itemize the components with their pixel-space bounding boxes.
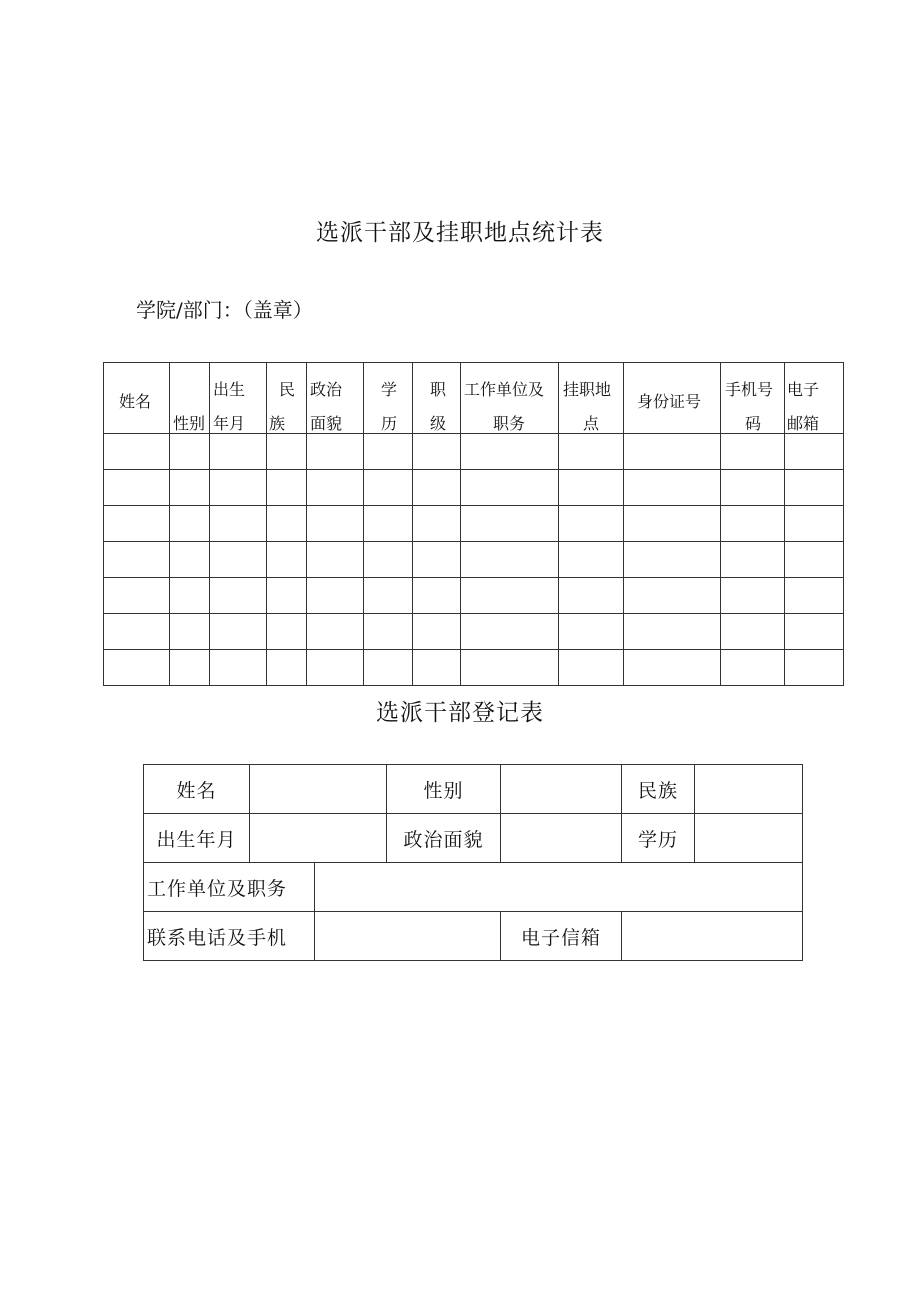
header-birth: 出生 年月 xyxy=(210,363,267,434)
form-title-statistics: 选派干部及挂职地点统计表 xyxy=(316,220,604,246)
name-value-cell xyxy=(250,765,387,814)
work-label: 工作单位及职务 xyxy=(144,863,315,912)
registration-row-3 xyxy=(144,863,803,912)
table-row xyxy=(104,434,844,470)
politics-label: 政治面貌 xyxy=(387,814,501,863)
education-value-cell xyxy=(695,814,803,863)
education-label: 学历 xyxy=(622,814,695,863)
email-label: 电子信箱 xyxy=(501,912,622,961)
registration-table xyxy=(143,764,803,961)
header-name: 姓名 xyxy=(104,363,170,434)
politics-value-cell xyxy=(501,814,622,863)
table-row xyxy=(104,542,844,578)
header-mobile: 手机号 码 xyxy=(721,363,785,434)
gender-value-cell xyxy=(501,765,622,814)
phone-value-cell xyxy=(315,912,501,961)
header-post-location: 挂职地 点 xyxy=(559,363,624,434)
header-id-number: 身份证号 xyxy=(624,363,721,434)
table-row xyxy=(104,578,844,614)
work-value-cell xyxy=(315,863,803,912)
birth-value-cell xyxy=(250,814,387,863)
header-email: 电子 邮箱 xyxy=(785,363,844,434)
phone-label: 联系电话及手机 xyxy=(144,912,315,961)
statistics-table xyxy=(103,362,844,686)
registration-row-2 xyxy=(144,814,803,863)
header-workplace: 工作单位及 职务 xyxy=(461,363,559,434)
table-row xyxy=(104,650,844,686)
birth-label: 出生年月 xyxy=(144,814,250,863)
name-label: 姓名 xyxy=(144,765,250,814)
registration-row-1 xyxy=(144,765,803,814)
registration-row-4 xyxy=(144,912,803,961)
header-gender: 性别 xyxy=(170,363,210,434)
ethnic-label: 民族 xyxy=(622,765,695,814)
form-title-registration: 选派干部登记表 xyxy=(376,700,544,726)
table-row xyxy=(104,614,844,650)
header-politics: 政治 面貌 xyxy=(307,363,364,434)
table-row xyxy=(104,470,844,506)
header-rank: 职 级 xyxy=(413,363,461,434)
header-ethnic: 民 族 xyxy=(267,363,307,434)
table-row xyxy=(104,506,844,542)
department-seal-label: 学院/部门：（盖章） xyxy=(136,298,313,322)
ethnic-value-cell xyxy=(695,765,803,814)
table-header-row xyxy=(104,363,844,434)
gender-label: 性别 xyxy=(387,765,501,814)
header-education: 学 历 xyxy=(364,363,413,434)
email-value-cell xyxy=(622,912,803,961)
